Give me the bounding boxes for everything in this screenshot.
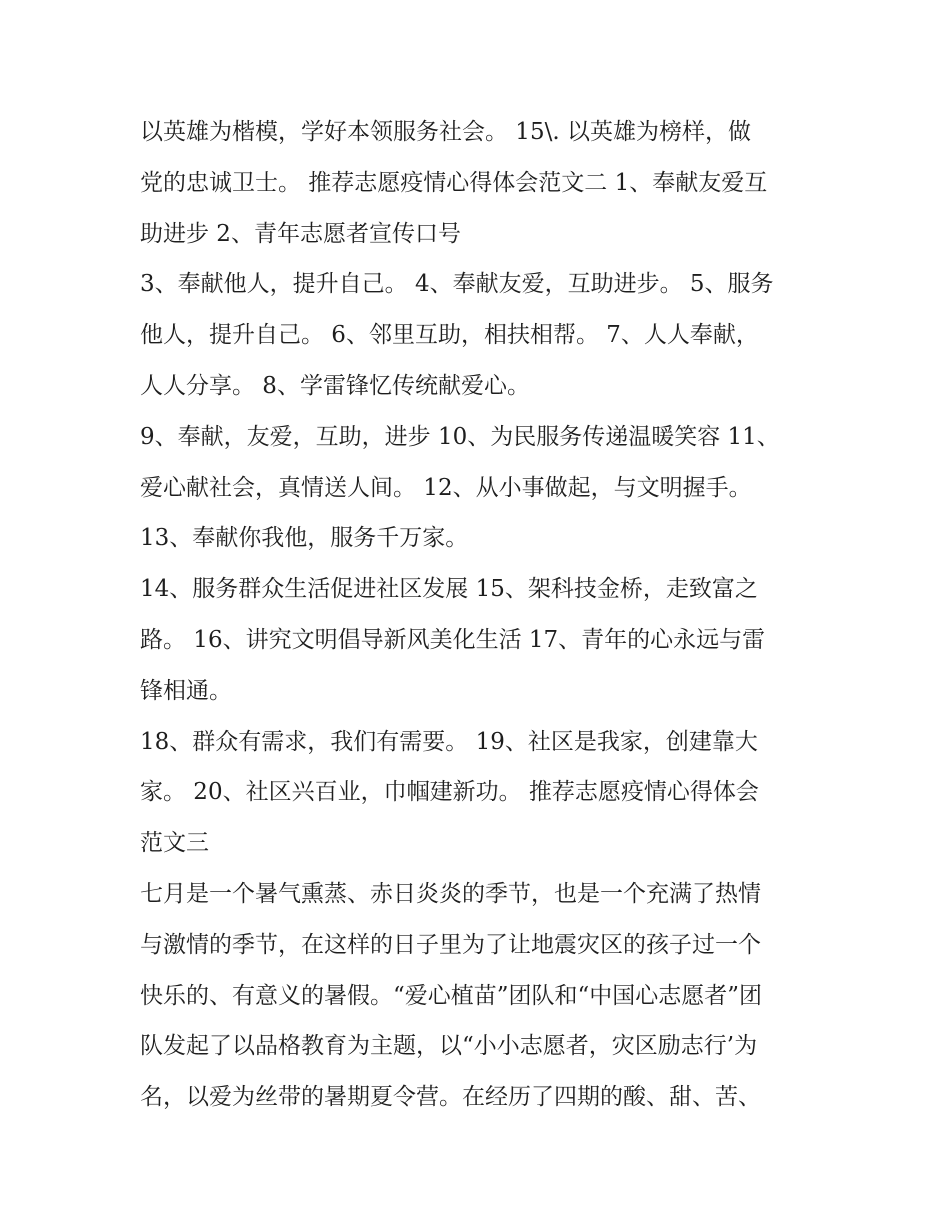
paragraph-slogans-18-20: 18、群众有需求，我们有需要。 19、社区是我家，创建靠大 家。 20、社区兴百业，巾帼建新功。 推荐志愿疫情心得体会 范文三 [140, 728, 759, 857]
paragraph-slogans-intro: 以英雄为楷模，学好本领服务社会。 15\. 以英雄为榜样，做 党的忠诚卫士。 推荐志愿疫情心得体会范文二 1、奉献友爱互 助进步 2、青年志愿者宣传口号 [140, 119, 768, 247]
paragraph-slogans-3-8: 3、奉献他人，提升自己。 4、奉献友爱，互助进步。 5、服务 他人，提升自己。 6、邻里互助，相扶相帮。 7、人人奉献， 人人分享。 8、学雷锋忆传统献爱心。 [140, 271, 774, 399]
paragraph-slogans-9-12: 9、奉献，友爱，互助，进步 10、为民服务传递温暖笑容 11、 爱心献社会，真情送人间。 12、从小事做起，与文明握手。 [140, 423, 780, 501]
paragraph-essay-three: 七月是一个暑气熏蒸、赤日炎炎的季节，也是一个充满了热情 与激情的季节，在这样的日子里为了让地震灾区的孩子过一个 快乐的、有意义的暑假。“爱心植苗”团队和“中国心志愿者”团 队发起了以品格教育为主题，以“小小志愿者，灾区励志行’为 名，以爱为丝带的暑期夏令营。在经历了四期的酸、甜、苦、 [140, 880, 763, 1111]
paragraph-slogans-14-17: 14、服务群众生活促进社区发展 15、架科技金桥，走致富之 路。 16、讲究文明倡导新风美化生活 17、青年的心永远与雷 锋相通。 [140, 576, 766, 704]
paragraph-slogan-13: 13、奉献你我他，服务千万家。 [140, 525, 469, 552]
document-body [140, 107, 830, 1123]
